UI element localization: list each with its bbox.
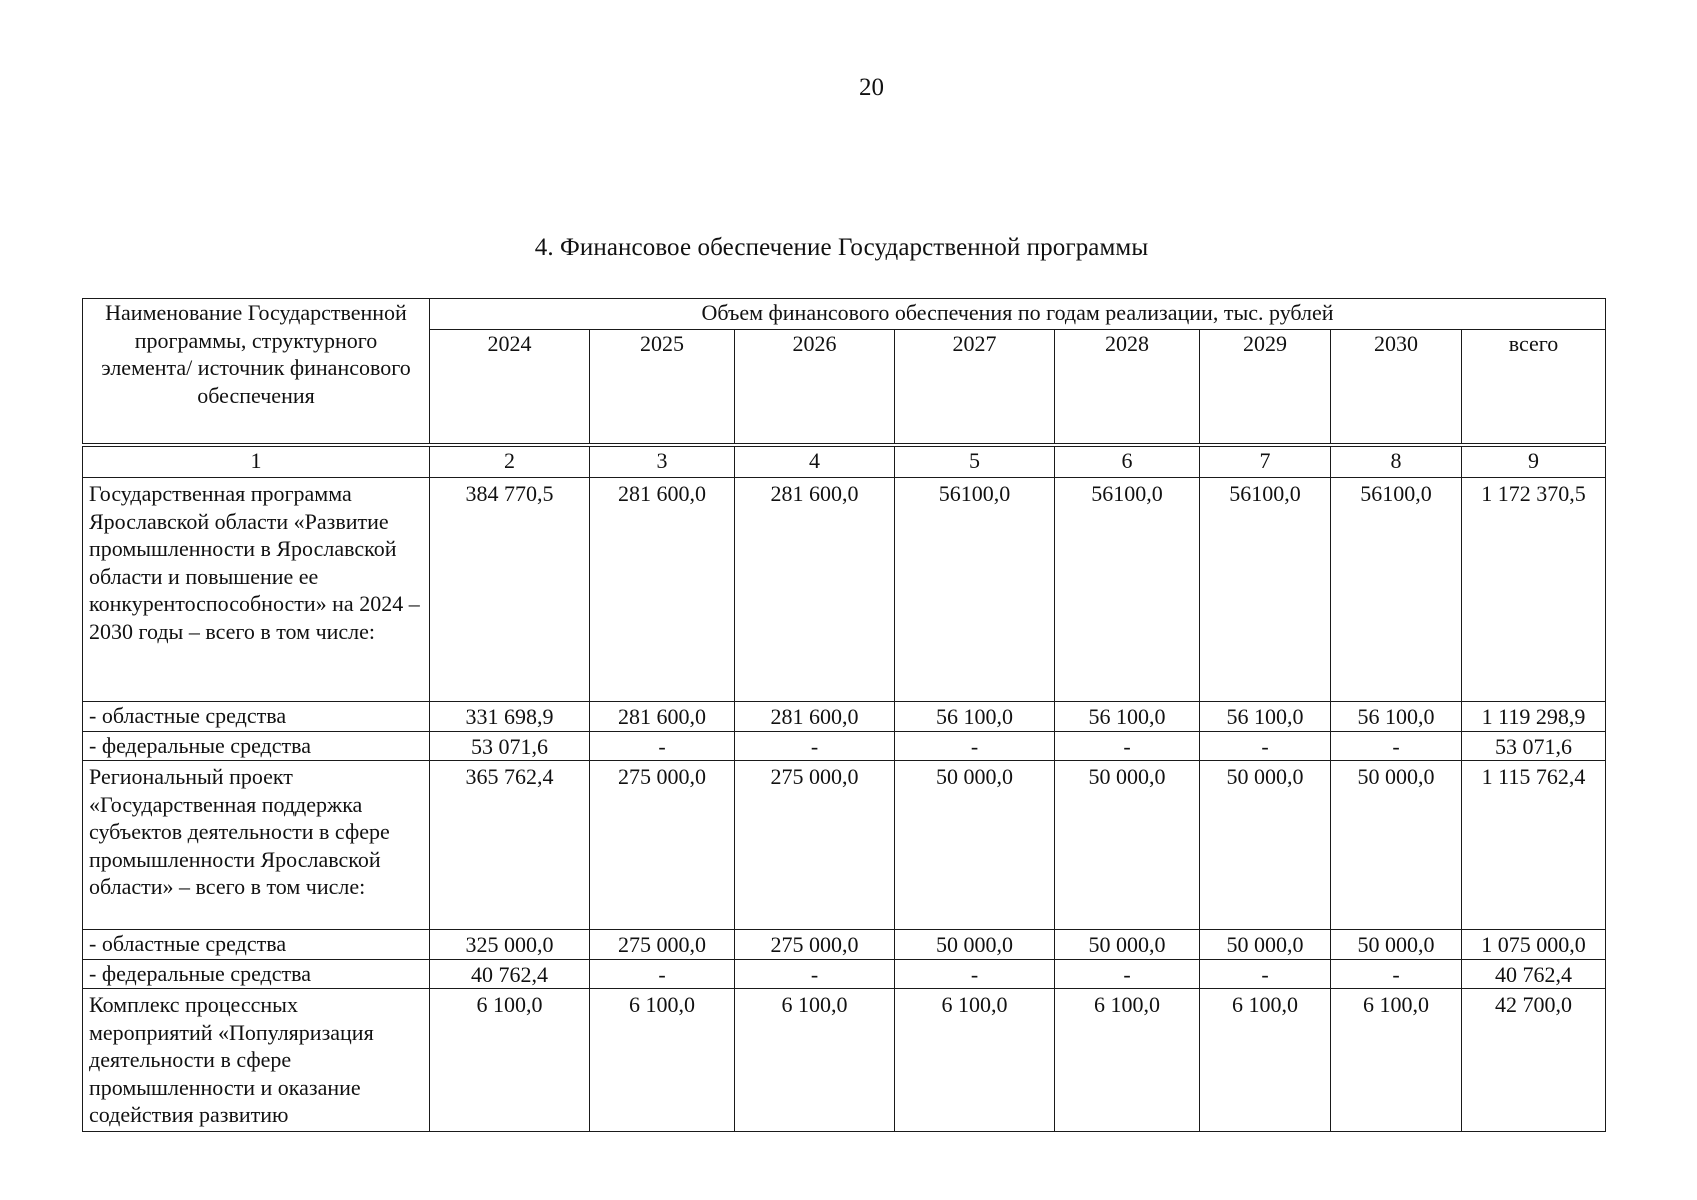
total-value-cell: 1 172 370,5 <box>1462 478 1606 702</box>
year-value-cell: - <box>1055 959 1200 989</box>
year-value-cell: 281 600,0 <box>590 702 735 732</box>
column-number: 1 <box>83 445 430 478</box>
row-name-cell: - федеральные средства <box>83 959 430 989</box>
column-number: 4 <box>735 445 895 478</box>
program-total-row <box>83 478 1606 702</box>
year-value-cell: 56 100,0 <box>1331 702 1462 732</box>
name-column-header: Наименование Государственной программы, структурного элемента/ источник финансового обеспечения <box>83 299 430 446</box>
year-value-cell: 275 000,0 <box>590 761 735 930</box>
year-value-cell: 6 100,0 <box>895 989 1055 1132</box>
total-value-cell: 1 119 298,9 <box>1462 702 1606 732</box>
year-value-cell: 56100,0 <box>1055 478 1200 702</box>
total-value-cell: 42 700,0 <box>1462 989 1606 1132</box>
year-value-cell: - <box>1200 731 1331 761</box>
year-value-cell: 50 000,0 <box>1200 930 1331 960</box>
year-header: 2028 <box>1055 330 1200 446</box>
year-value-cell: - <box>1331 959 1462 989</box>
year-value-cell: 6 100,0 <box>430 989 590 1132</box>
year-value-cell: 6 100,0 <box>1200 989 1331 1132</box>
federal-funds-row <box>83 731 1606 761</box>
year-value-cell: 6 100,0 <box>590 989 735 1132</box>
year-value-cell: - <box>895 959 1055 989</box>
year-value-cell: 50 000,0 <box>1331 761 1462 930</box>
total-value-cell: 1 075 000,0 <box>1462 930 1606 960</box>
funding-group-header: Объем финансового обеспечения по годам реализации, тыс. рублей <box>430 299 1606 330</box>
year-header: 2026 <box>735 330 895 446</box>
year-value-cell: - <box>735 959 895 989</box>
row-name-cell: - федеральные средства <box>83 731 430 761</box>
year-header: 2024 <box>430 330 590 446</box>
year-value-cell: 50 000,0 <box>895 761 1055 930</box>
year-value-cell: 53 071,6 <box>430 731 590 761</box>
column-number: 7 <box>1200 445 1331 478</box>
column-number-row <box>83 445 1606 478</box>
page-number: 20 <box>859 74 884 101</box>
year-value-cell: - <box>1055 731 1200 761</box>
year-value-cell: 281 600,0 <box>735 702 895 732</box>
year-value-cell: 50 000,0 <box>1055 761 1200 930</box>
year-value-cell: - <box>1331 731 1462 761</box>
column-number: 5 <box>895 445 1055 478</box>
column-number: 3 <box>590 445 735 478</box>
regional-funds-row <box>83 702 1606 732</box>
year-value-cell: 56100,0 <box>1200 478 1331 702</box>
year-value-cell: 6 100,0 <box>1331 989 1462 1132</box>
year-value-cell: 6 100,0 <box>1055 989 1200 1132</box>
year-value-cell: - <box>735 731 895 761</box>
year-value-cell: 56100,0 <box>1331 478 1462 702</box>
year-value-cell: 50 000,0 <box>895 930 1055 960</box>
process-complex-row <box>83 989 1606 1132</box>
year-value-cell: 56100,0 <box>895 478 1055 702</box>
financing-table <box>82 298 1606 1132</box>
year-value-cell: - <box>590 731 735 761</box>
year-header: 2027 <box>895 330 1055 446</box>
year-header: 2029 <box>1200 330 1331 446</box>
year-value-cell: 50 000,0 <box>1055 930 1200 960</box>
row-name-cell: - областные средства <box>83 930 430 960</box>
year-value-cell: 281 600,0 <box>590 478 735 702</box>
total-value-cell: 53 071,6 <box>1462 731 1606 761</box>
year-value-cell: - <box>895 731 1055 761</box>
year-value-cell: 275 000,0 <box>735 761 895 930</box>
section-title: 4. Финансовое обеспечение Государственной программы <box>534 234 1149 261</box>
year-value-cell: 50 000,0 <box>1331 930 1462 960</box>
year-value-cell: 50 000,0 <box>1200 761 1331 930</box>
year-value-cell: 6 100,0 <box>735 989 895 1132</box>
year-value-cell: 56 100,0 <box>895 702 1055 732</box>
header-row-top <box>83 299 1606 330</box>
year-value-cell: 275 000,0 <box>590 930 735 960</box>
year-value-cell: 56 100,0 <box>1055 702 1200 732</box>
regional-project-row <box>83 761 1606 930</box>
year-value-cell: 331 698,9 <box>430 702 590 732</box>
year-value-cell: - <box>590 959 735 989</box>
column-number: 6 <box>1055 445 1200 478</box>
row-name-cell: - областные средства <box>83 702 430 732</box>
year-value-cell: 365 762,4 <box>430 761 590 930</box>
federal-funds-row <box>83 959 1606 989</box>
column-number: 8 <box>1331 445 1462 478</box>
total-value-cell: 1 115 762,4 <box>1462 761 1606 930</box>
year-value-cell: 281 600,0 <box>735 478 895 702</box>
column-number: 2 <box>430 445 590 478</box>
year-value-cell: 56 100,0 <box>1200 702 1331 732</box>
year-value-cell: - <box>1200 959 1331 989</box>
year-value-cell: 40 762,4 <box>430 959 590 989</box>
column-number: 9 <box>1462 445 1606 478</box>
year-value-cell: 275 000,0 <box>735 930 895 960</box>
year-header: 2030 <box>1331 330 1462 446</box>
row-name-cell: Государственная программа Ярославской области «Развитие промышленности в Ярославской области и повышение ее конкурентоспособности» на 2024 – 2030 годы – всего в том числе: <box>83 478 430 702</box>
year-value-cell: 325 000,0 <box>430 930 590 960</box>
regional-funds-row <box>83 930 1606 960</box>
year-header: 2025 <box>590 330 735 446</box>
row-name-cell: Региональный проект «Государственная поддержка субъектов деятельности в сфере промышленности Ярославской области» – всего в том числе: <box>83 761 430 930</box>
total-header: всего <box>1462 330 1606 446</box>
row-name-cell: Комплекс процессных мероприятий «Популяризация деятельности в сфере промышленности и оказание содействия развитию <box>83 989 430 1132</box>
total-value-cell: 40 762,4 <box>1462 959 1606 989</box>
year-value-cell: 384 770,5 <box>430 478 590 702</box>
